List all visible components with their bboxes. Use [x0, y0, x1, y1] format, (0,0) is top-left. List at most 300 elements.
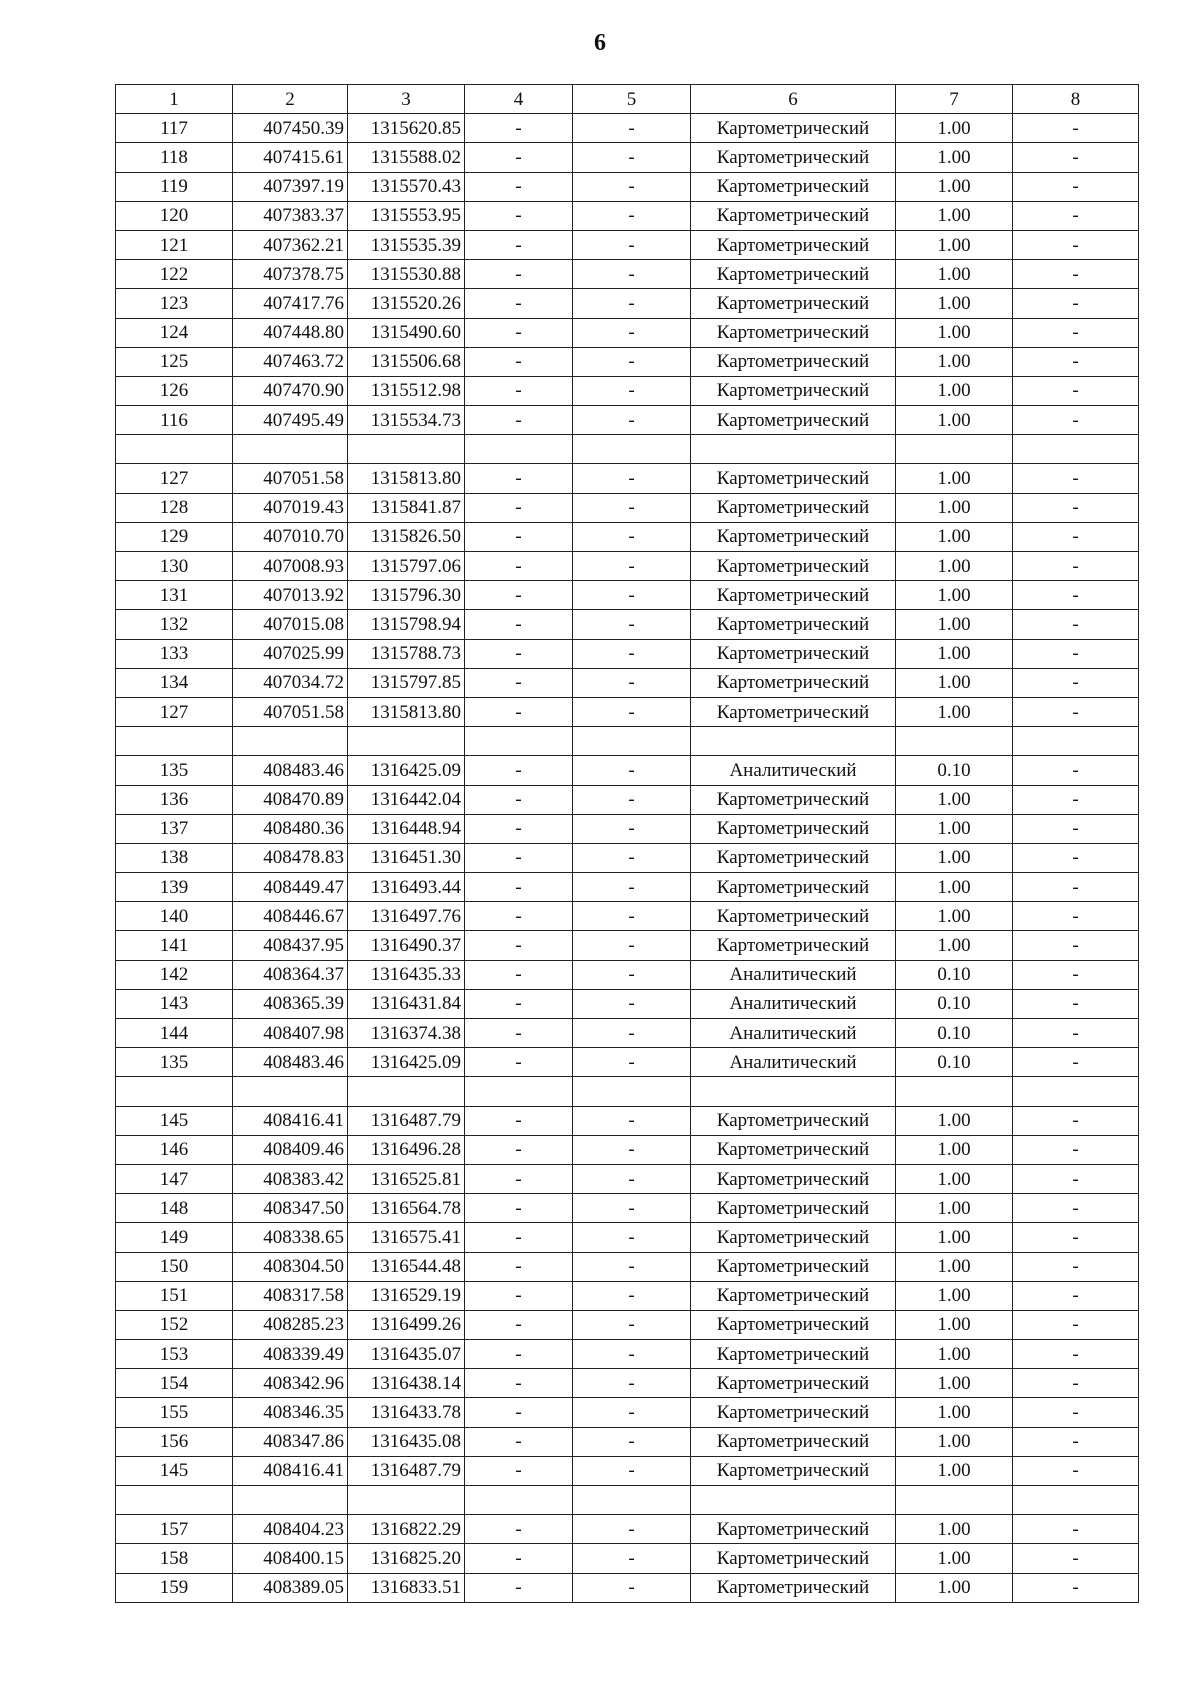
- x-coordinate-cell: 407362.21: [233, 230, 348, 259]
- accuracy-cell: 1.00: [896, 902, 1013, 931]
- point-number-cell: 122: [116, 260, 233, 289]
- x-coordinate-cell: 408437.95: [233, 931, 348, 960]
- table-row: [116, 1106, 1139, 1135]
- method-cell: Картометрический: [691, 347, 896, 376]
- method-cell: Картометрический: [691, 114, 896, 143]
- col8-cell: -: [1013, 1544, 1139, 1573]
- accuracy-cell: 1.00: [896, 1573, 1013, 1602]
- table-row: [116, 1194, 1139, 1223]
- table-row: [116, 172, 1139, 201]
- col5-cell: -: [573, 201, 691, 230]
- col8-cell: -: [1013, 902, 1139, 931]
- accuracy-cell: 1.00: [896, 347, 1013, 376]
- method-cell: Картометрический: [691, 289, 896, 318]
- table-row: [116, 289, 1139, 318]
- point-number-cell: 151: [116, 1281, 233, 1310]
- col8-cell: -: [1013, 989, 1139, 1018]
- col5-cell: -: [573, 756, 691, 785]
- col5-cell: -: [573, 1310, 691, 1339]
- col5-cell: -: [573, 581, 691, 610]
- table-row: [116, 668, 1139, 697]
- accuracy-cell: 1.00: [896, 668, 1013, 697]
- col4-cell: -: [465, 1164, 573, 1193]
- table-row: [116, 581, 1139, 610]
- point-number-cell: 132: [116, 610, 233, 639]
- method-cell: Картометрический: [691, 201, 896, 230]
- col4-cell: -: [465, 552, 573, 581]
- method-cell: Картометрический: [691, 668, 896, 697]
- x-coordinate-cell: 408449.47: [233, 873, 348, 902]
- col8-cell: -: [1013, 406, 1139, 435]
- col8-cell: -: [1013, 697, 1139, 726]
- table-header: [116, 85, 1139, 114]
- col4-cell: -: [465, 756, 573, 785]
- table-row: [116, 464, 1139, 493]
- x-coordinate-cell: 407470.90: [233, 376, 348, 405]
- col8-cell: [1013, 1077, 1139, 1106]
- table-row: [116, 873, 1139, 902]
- col4-cell: -: [465, 902, 573, 931]
- col5-cell: -: [573, 697, 691, 726]
- table-row: [116, 552, 1139, 581]
- y-coordinate-cell: 1316529.19: [348, 1281, 465, 1310]
- accuracy-cell: 0.10: [896, 989, 1013, 1018]
- y-coordinate-cell: 1316435.33: [348, 960, 465, 989]
- col5-cell: -: [573, 1048, 691, 1077]
- x-coordinate-cell: 408338.65: [233, 1223, 348, 1252]
- point-number-cell: 139: [116, 873, 233, 902]
- col4-cell: -: [465, 172, 573, 201]
- point-number-cell: 140: [116, 902, 233, 931]
- point-number-cell: 158: [116, 1544, 233, 1573]
- accuracy-cell: 0.10: [896, 756, 1013, 785]
- point-number-cell: 149: [116, 1223, 233, 1252]
- col4-cell: -: [465, 143, 573, 172]
- accuracy-cell: 1.00: [896, 610, 1013, 639]
- method-cell: Картометрический: [691, 376, 896, 405]
- col8-cell: -: [1013, 931, 1139, 960]
- col5-cell: -: [573, 172, 691, 201]
- method-cell: Картометрический: [691, 1369, 896, 1398]
- point-number-cell: 135: [116, 1048, 233, 1077]
- col8-cell: -: [1013, 1369, 1139, 1398]
- col4-cell: [465, 1077, 573, 1106]
- x-coordinate-cell: 407415.61: [233, 143, 348, 172]
- y-coordinate-cell: [348, 1486, 465, 1515]
- col8-cell: -: [1013, 1310, 1139, 1339]
- method-cell: Аналитический: [691, 989, 896, 1018]
- col5-cell: [573, 1077, 691, 1106]
- col8-cell: -: [1013, 230, 1139, 259]
- x-coordinate-cell: 408389.05: [233, 1573, 348, 1602]
- header-row: [116, 85, 1139, 114]
- col5-cell: -: [573, 639, 691, 668]
- method-cell: Картометрический: [691, 493, 896, 522]
- point-number-cell: 145: [116, 1106, 233, 1135]
- y-coordinate-cell: 1316425.09: [348, 756, 465, 785]
- accuracy-cell: 1.00: [896, 785, 1013, 814]
- col4-cell: -: [465, 464, 573, 493]
- y-coordinate-cell: 1315797.85: [348, 668, 465, 697]
- method-cell: [691, 727, 896, 756]
- point-number-cell: 131: [116, 581, 233, 610]
- col4-cell: -: [465, 1135, 573, 1164]
- col4-cell: -: [465, 1223, 573, 1252]
- y-coordinate-cell: 1315530.88: [348, 260, 465, 289]
- y-coordinate-cell: 1315796.30: [348, 581, 465, 610]
- point-number-cell: 135: [116, 756, 233, 785]
- method-cell: Картометрический: [691, 1223, 896, 1252]
- table-row: [116, 114, 1139, 143]
- table-row: [116, 1077, 1139, 1106]
- point-number-cell: 117: [116, 114, 233, 143]
- col4-cell: -: [465, 639, 573, 668]
- table-row: [116, 639, 1139, 668]
- point-number-cell: 136: [116, 785, 233, 814]
- point-number-cell: 152: [116, 1310, 233, 1339]
- col5-cell: -: [573, 143, 691, 172]
- method-cell: Картометрический: [691, 1252, 896, 1281]
- col8-cell: -: [1013, 581, 1139, 610]
- col5-cell: -: [573, 785, 691, 814]
- accuracy-cell: 1.00: [896, 172, 1013, 201]
- accuracy-cell: 1.00: [896, 230, 1013, 259]
- table-row: [116, 902, 1139, 931]
- method-cell: Картометрический: [691, 260, 896, 289]
- accuracy-cell: 1.00: [896, 639, 1013, 668]
- y-coordinate-cell: 1315826.50: [348, 522, 465, 551]
- page-number: 6: [594, 30, 606, 56]
- col8-cell: -: [1013, 172, 1139, 201]
- y-coordinate-cell: 1315506.68: [348, 347, 465, 376]
- method-cell: Аналитический: [691, 1019, 896, 1048]
- accuracy-cell: 1.00: [896, 201, 1013, 230]
- accuracy-cell: 1.00: [896, 1427, 1013, 1456]
- x-coordinate-cell: 408416.41: [233, 1106, 348, 1135]
- table-row: [116, 318, 1139, 347]
- y-coordinate-cell: 1316442.04: [348, 785, 465, 814]
- col5-cell: -: [573, 114, 691, 143]
- col8-cell: -: [1013, 522, 1139, 551]
- accuracy-cell: 1.00: [896, 1515, 1013, 1544]
- col8-cell: -: [1013, 1573, 1139, 1602]
- accuracy-cell: 1.00: [896, 1164, 1013, 1193]
- point-number-cell: 156: [116, 1427, 233, 1456]
- col8-cell: -: [1013, 201, 1139, 230]
- col4-cell: -: [465, 581, 573, 610]
- y-coordinate-cell: 1316490.37: [348, 931, 465, 960]
- x-coordinate-cell: 408409.46: [233, 1135, 348, 1164]
- col8-cell: -: [1013, 464, 1139, 493]
- y-coordinate-cell: 1315535.39: [348, 230, 465, 259]
- col8-cell: -: [1013, 668, 1139, 697]
- col4-cell: -: [465, 960, 573, 989]
- col4-cell: -: [465, 697, 573, 726]
- accuracy-cell: 1.00: [896, 260, 1013, 289]
- method-cell: Картометрический: [691, 1310, 896, 1339]
- col4-cell: -: [465, 1281, 573, 1310]
- col8-cell: -: [1013, 785, 1139, 814]
- y-coordinate-cell: 1315841.87: [348, 493, 465, 522]
- x-coordinate-cell: 408483.46: [233, 756, 348, 785]
- accuracy-cell: 1.00: [896, 1369, 1013, 1398]
- table-row: [116, 493, 1139, 522]
- col5-cell: -: [573, 347, 691, 376]
- point-number-cell: 130: [116, 552, 233, 581]
- col8-cell: -: [1013, 756, 1139, 785]
- col4-cell: -: [465, 1573, 573, 1602]
- col5-cell: -: [573, 931, 691, 960]
- y-coordinate-cell: 1316374.38: [348, 1019, 465, 1048]
- col4-cell: -: [465, 260, 573, 289]
- col5-cell: -: [573, 668, 691, 697]
- x-coordinate-cell: 407448.80: [233, 318, 348, 347]
- method-cell: Аналитический: [691, 960, 896, 989]
- y-coordinate-cell: 1316544.48: [348, 1252, 465, 1281]
- accuracy-cell: 1.00: [896, 1310, 1013, 1339]
- col4-cell: -: [465, 1456, 573, 1485]
- point-number-cell: 133: [116, 639, 233, 668]
- y-coordinate-cell: 1315813.80: [348, 464, 465, 493]
- y-coordinate-cell: 1316564.78: [348, 1194, 465, 1223]
- col4-cell: -: [465, 289, 573, 318]
- accuracy-cell: 1.00: [896, 843, 1013, 872]
- point-number-cell: 120: [116, 201, 233, 230]
- col8-cell: -: [1013, 1194, 1139, 1223]
- y-coordinate-cell: 1315788.73: [348, 639, 465, 668]
- point-number-cell: 125: [116, 347, 233, 376]
- y-coordinate-cell: 1316496.28: [348, 1135, 465, 1164]
- col5-cell: -: [573, 1019, 691, 1048]
- col5-cell: -: [573, 1194, 691, 1223]
- x-coordinate-cell: 407010.70: [233, 522, 348, 551]
- col4-cell: -: [465, 347, 573, 376]
- col4-cell: [465, 1486, 573, 1515]
- accuracy-cell: 1.00: [896, 143, 1013, 172]
- col4-cell: -: [465, 1369, 573, 1398]
- col4-cell: -: [465, 610, 573, 639]
- method-cell: Картометрический: [691, 814, 896, 843]
- table-row: [116, 406, 1139, 435]
- x-coordinate-cell: [233, 727, 348, 756]
- method-cell: Картометрический: [691, 931, 896, 960]
- accuracy-cell: [896, 1077, 1013, 1106]
- col8-cell: -: [1013, 1515, 1139, 1544]
- point-number-cell: 157: [116, 1515, 233, 1544]
- point-number-cell: 153: [116, 1340, 233, 1369]
- x-coordinate-cell: 408478.83: [233, 843, 348, 872]
- point-number-cell: 155: [116, 1398, 233, 1427]
- col5-cell: -: [573, 552, 691, 581]
- y-coordinate-cell: [348, 435, 465, 464]
- x-coordinate-cell: 408365.39: [233, 989, 348, 1018]
- point-number-cell: 154: [116, 1369, 233, 1398]
- col8-cell: -: [1013, 376, 1139, 405]
- point-number-cell: 123: [116, 289, 233, 318]
- x-coordinate-cell: 408285.23: [233, 1310, 348, 1339]
- accuracy-cell: 0.10: [896, 1019, 1013, 1048]
- method-cell: Картометрический: [691, 522, 896, 551]
- y-coordinate-cell: 1316448.94: [348, 814, 465, 843]
- x-coordinate-cell: 408339.49: [233, 1340, 348, 1369]
- method-cell: Картометрический: [691, 1135, 896, 1164]
- y-coordinate-cell: 1315813.80: [348, 697, 465, 726]
- col5-cell: -: [573, 1427, 691, 1456]
- table-row: [116, 1456, 1139, 1485]
- method-cell: Картометрический: [691, 143, 896, 172]
- y-coordinate-cell: 1315512.98: [348, 376, 465, 405]
- x-coordinate-cell: [233, 1077, 348, 1106]
- y-coordinate-cell: 1316497.76: [348, 902, 465, 931]
- point-number-cell: 129: [116, 522, 233, 551]
- y-coordinate-cell: 1316525.81: [348, 1164, 465, 1193]
- accuracy-cell: 1.00: [896, 873, 1013, 902]
- table-row: [116, 1544, 1139, 1573]
- table-row: [116, 143, 1139, 172]
- x-coordinate-cell: 407013.92: [233, 581, 348, 610]
- accuracy-cell: 1.00: [896, 931, 1013, 960]
- col8-cell: [1013, 435, 1139, 464]
- accuracy-cell: 1.00: [896, 114, 1013, 143]
- table-row: [116, 522, 1139, 551]
- col4-cell: -: [465, 1340, 573, 1369]
- x-coordinate-cell: 407034.72: [233, 668, 348, 697]
- table-row: [116, 260, 1139, 289]
- x-coordinate-cell: 408342.96: [233, 1369, 348, 1398]
- col8-cell: -: [1013, 639, 1139, 668]
- x-coordinate-cell: 408470.89: [233, 785, 348, 814]
- col8-cell: -: [1013, 1135, 1139, 1164]
- col4-cell: -: [465, 493, 573, 522]
- table-row: [116, 347, 1139, 376]
- accuracy-cell: 1.00: [896, 493, 1013, 522]
- x-coordinate-cell: 407015.08: [233, 610, 348, 639]
- col8-cell: -: [1013, 843, 1139, 872]
- table-row: [116, 697, 1139, 726]
- method-cell: Картометрический: [691, 873, 896, 902]
- method-cell: [691, 1486, 896, 1515]
- table-row: [116, 1048, 1139, 1077]
- method-cell: Картометрический: [691, 1340, 896, 1369]
- x-coordinate-cell: 407450.39: [233, 114, 348, 143]
- table-row: [116, 1223, 1139, 1252]
- method-cell: Картометрический: [691, 1544, 896, 1573]
- y-coordinate-cell: 1316493.44: [348, 873, 465, 902]
- col8-cell: -: [1013, 493, 1139, 522]
- col5-cell: -: [573, 1223, 691, 1252]
- point-number-cell: 126: [116, 376, 233, 405]
- col8-cell: -: [1013, 1281, 1139, 1310]
- column-header-1: 1: [116, 85, 233, 114]
- col5-cell: [573, 435, 691, 464]
- method-cell: Картометрический: [691, 1456, 896, 1485]
- col5-cell: -: [573, 1515, 691, 1544]
- x-coordinate-cell: 407397.19: [233, 172, 348, 201]
- col4-cell: -: [465, 114, 573, 143]
- col5-cell: -: [573, 464, 691, 493]
- accuracy-cell: [896, 1486, 1013, 1515]
- x-coordinate-cell: 408383.42: [233, 1164, 348, 1193]
- accuracy-cell: 1.00: [896, 1398, 1013, 1427]
- method-cell: Картометрический: [691, 552, 896, 581]
- x-coordinate-cell: 408317.58: [233, 1281, 348, 1310]
- table-row: [116, 1310, 1139, 1339]
- col4-cell: -: [465, 1310, 573, 1339]
- x-coordinate-cell: 407378.75: [233, 260, 348, 289]
- col4-cell: -: [465, 406, 573, 435]
- table-row: [116, 1515, 1139, 1544]
- point-number-cell: 145: [116, 1456, 233, 1485]
- accuracy-cell: 1.00: [896, 1194, 1013, 1223]
- col5-cell: -: [573, 376, 691, 405]
- y-coordinate-cell: 1315620.85: [348, 114, 465, 143]
- accuracy-cell: [896, 727, 1013, 756]
- col4-cell: -: [465, 989, 573, 1018]
- method-cell: Картометрический: [691, 639, 896, 668]
- col4-cell: -: [465, 931, 573, 960]
- method-cell: [691, 435, 896, 464]
- col5-cell: -: [573, 1252, 691, 1281]
- col8-cell: -: [1013, 1164, 1139, 1193]
- col4-cell: -: [465, 1106, 573, 1135]
- table-row: [116, 1427, 1139, 1456]
- point-number-cell: 116: [116, 406, 233, 435]
- col5-cell: -: [573, 989, 691, 1018]
- x-coordinate-cell: 407025.99: [233, 639, 348, 668]
- accuracy-cell: 0.10: [896, 1048, 1013, 1077]
- x-coordinate-cell: [233, 435, 348, 464]
- method-cell: Картометрический: [691, 1515, 896, 1544]
- col5-cell: -: [573, 1135, 691, 1164]
- col5-cell: -: [573, 230, 691, 259]
- table-body: [116, 114, 1139, 1603]
- accuracy-cell: 1.00: [896, 1252, 1013, 1281]
- x-coordinate-cell: 408404.23: [233, 1515, 348, 1544]
- table-row: [116, 201, 1139, 230]
- col4-cell: -: [465, 873, 573, 902]
- method-cell: Картометрический: [691, 785, 896, 814]
- method-cell: Картометрический: [691, 902, 896, 931]
- point-number-cell: 146: [116, 1135, 233, 1164]
- col8-cell: -: [1013, 1456, 1139, 1485]
- x-coordinate-cell: 408346.35: [233, 1398, 348, 1427]
- y-coordinate-cell: 1315588.02: [348, 143, 465, 172]
- method-cell: Картометрический: [691, 581, 896, 610]
- table-row: [116, 931, 1139, 960]
- accuracy-cell: 1.00: [896, 1340, 1013, 1369]
- point-number-cell: 124: [116, 318, 233, 347]
- accuracy-cell: 1.00: [896, 318, 1013, 347]
- method-cell: Картометрический: [691, 1106, 896, 1135]
- table-row: [116, 1164, 1139, 1193]
- y-coordinate-cell: 1316433.78: [348, 1398, 465, 1427]
- column-header-6: 6: [691, 85, 896, 114]
- y-coordinate-cell: 1315570.43: [348, 172, 465, 201]
- col5-cell: -: [573, 1456, 691, 1485]
- y-coordinate-cell: 1315798.94: [348, 610, 465, 639]
- method-cell: Картометрический: [691, 1194, 896, 1223]
- method-cell: Картометрический: [691, 843, 896, 872]
- col5-cell: -: [573, 902, 691, 931]
- col4-cell: -: [465, 1019, 573, 1048]
- accuracy-cell: [896, 435, 1013, 464]
- col8-cell: -: [1013, 960, 1139, 989]
- y-coordinate-cell: 1316435.08: [348, 1427, 465, 1456]
- x-coordinate-cell: [233, 1486, 348, 1515]
- method-cell: Аналитический: [691, 756, 896, 785]
- col8-cell: -: [1013, 552, 1139, 581]
- table-row: [116, 1369, 1139, 1398]
